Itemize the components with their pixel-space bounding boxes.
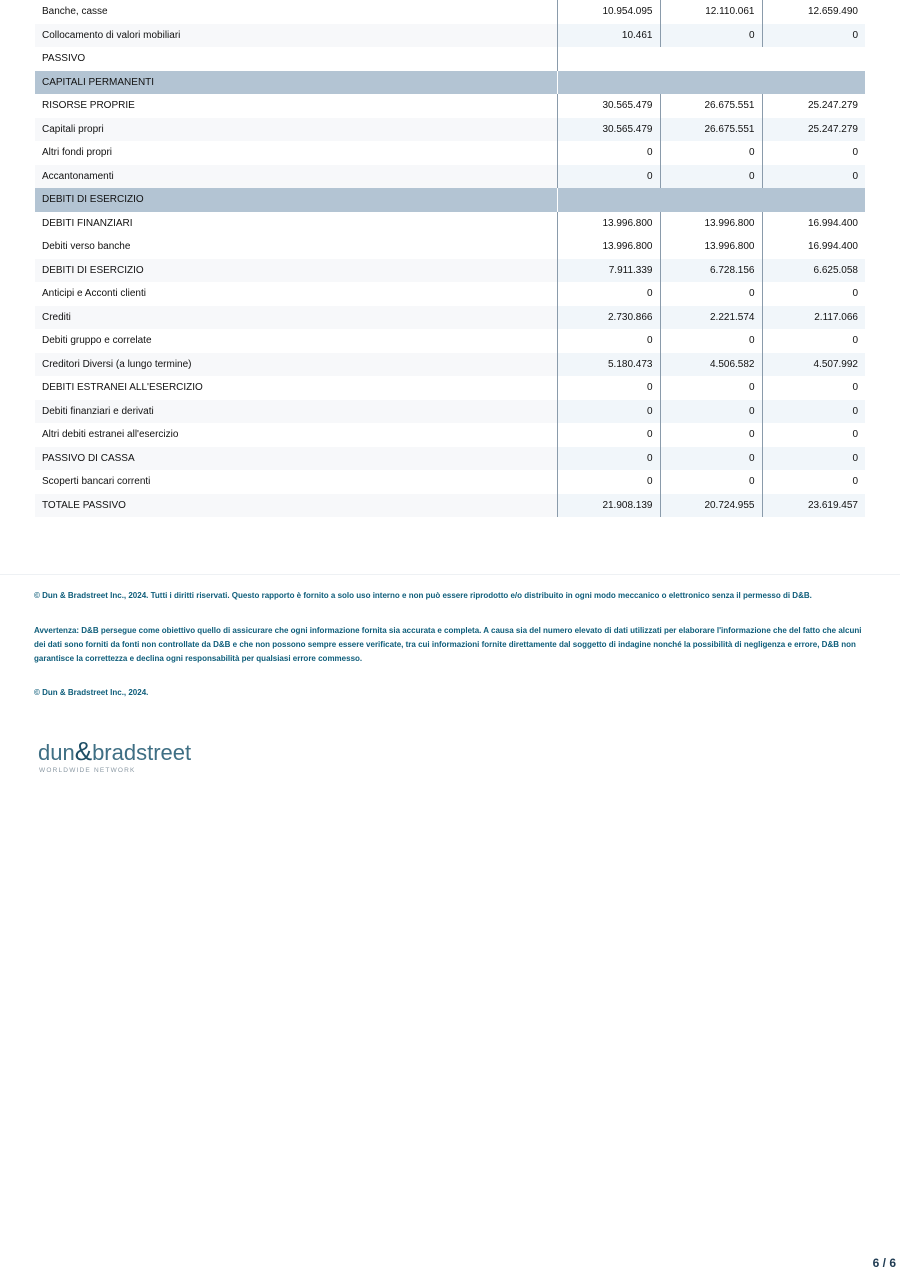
row-value-col2: 13.996.800: [660, 212, 762, 236]
row-value-col3: 12.659.490: [762, 0, 865, 24]
table-row: [35, 353, 865, 377]
table-row: [35, 447, 865, 471]
row-label: Creditori Diversi (a lungo termine): [35, 353, 557, 377]
row-value-col2: 0: [660, 447, 762, 471]
row-value-col2: 0: [660, 282, 762, 306]
row-value-col1: 0: [557, 376, 660, 400]
row-value-col3: [762, 71, 865, 95]
row-value-col1: 0: [557, 141, 660, 165]
table-row: [35, 212, 865, 236]
row-value-col3: 0: [762, 376, 865, 400]
table-row: [35, 0, 865, 24]
row-value-col1: 0: [557, 400, 660, 424]
row-label: Collocamento di valori mobiliari: [35, 24, 557, 48]
table-row: [35, 118, 865, 142]
row-value-col1: 2.730.866: [557, 306, 660, 330]
row-value-col2: 0: [660, 165, 762, 189]
row-value-col1: 21.908.139: [557, 494, 660, 518]
table-row: [35, 494, 865, 518]
row-value-col1: 0: [557, 423, 660, 447]
logo-wordmark: [38, 738, 191, 766]
logo-word-right: bradstreet: [92, 740, 192, 765]
row-value-col1: 10.954.095: [557, 0, 660, 24]
row-value-col3: 0: [762, 24, 865, 48]
row-value-col3: 4.507.992: [762, 353, 865, 377]
table-row: [35, 94, 865, 118]
row-value-col1: 7.911.339: [557, 259, 660, 283]
row-value-col2: 20.724.955: [660, 494, 762, 518]
row-value-col3: 23.619.457: [762, 494, 865, 518]
row-label: Debiti finanziari e derivati: [35, 400, 557, 424]
row-label: DEBITI DI ESERCIZIO: [35, 188, 557, 212]
table-row: [35, 141, 865, 165]
row-value-col3: 0: [762, 423, 865, 447]
table-row: [35, 235, 865, 259]
row-label: TOTALE PASSIVO: [35, 494, 557, 518]
logo-tagline: WORLDWIDE NETWORK: [39, 767, 136, 774]
financial-table: [35, 0, 865, 517]
row-value-col3: 6.625.058: [762, 259, 865, 283]
row-value-col1: 0: [557, 282, 660, 306]
row-label: Altri fondi propri: [35, 141, 557, 165]
row-value-col2: 0: [660, 141, 762, 165]
row-value-col1: 30.565.479: [557, 118, 660, 142]
table-row: [35, 282, 865, 306]
row-value-col2: 0: [660, 329, 762, 353]
row-value-col1: 13.996.800: [557, 235, 660, 259]
logo-word-left: dun: [38, 740, 75, 765]
table-row: [35, 71, 865, 95]
row-value-col2: 26.675.551: [660, 118, 762, 142]
row-value-col3: 0: [762, 447, 865, 471]
row-value-col1: 0: [557, 470, 660, 494]
row-value-col1: 0: [557, 447, 660, 471]
page-number: 6 / 6: [872, 1256, 896, 1270]
row-value-col2: 0: [660, 376, 762, 400]
row-value-col1: [557, 188, 660, 212]
row-value-col2: 12.110.061: [660, 0, 762, 24]
table-row: [35, 259, 865, 283]
row-value-col1: 0: [557, 329, 660, 353]
row-value-col2: 0: [660, 24, 762, 48]
row-label: DEBITI DI ESERCIZIO: [35, 259, 557, 283]
table-row: [35, 423, 865, 447]
logo-ampersand: &: [74, 736, 93, 766]
row-value-col2: 4.506.582: [660, 353, 762, 377]
row-value-col3: 25.247.279: [762, 94, 865, 118]
row-value-col2: 13.996.800: [660, 235, 762, 259]
row-value-col1: [557, 47, 660, 71]
row-value-col2: 2.221.574: [660, 306, 762, 330]
row-value-col2: 0: [660, 423, 762, 447]
table-row: [35, 47, 865, 71]
row-label: DEBITI FINANZIARI: [35, 212, 557, 236]
row-value-col3: 0: [762, 400, 865, 424]
row-value-col3: 16.994.400: [762, 235, 865, 259]
row-label: CAPITALI PERMANENTI: [35, 71, 557, 95]
table-row: [35, 24, 865, 48]
row-label: Capitali propri: [35, 118, 557, 142]
table-row: [35, 306, 865, 330]
row-label: Crediti: [35, 306, 557, 330]
row-label: Debiti gruppo e correlate: [35, 329, 557, 353]
row-label: DEBITI ESTRANEI ALL'ESERCIZIO: [35, 376, 557, 400]
row-label: PASSIVO: [42, 53, 86, 65]
row-value-col3: [762, 188, 865, 212]
row-label: PASSIVO DI CASSA: [35, 447, 557, 471]
row-value-col3: 2.117.066: [762, 306, 865, 330]
table-row: [35, 376, 865, 400]
table-row: [35, 400, 865, 424]
row-value-col2: 0: [660, 400, 762, 424]
row-label: Scoperti bancari correnti: [35, 470, 557, 494]
row-value-col1: 13.996.800: [557, 212, 660, 236]
row-value-col3: 0: [762, 282, 865, 306]
row-label: Accantonamenti: [35, 165, 557, 189]
footer-disclaimer: Avvertenza: D&B persegue come obiettivo quello di assicurare che ogni informazione fornita sia accurata e completa. A causa sia del numero elevato di dati utilizzati per elaborare l'informazione che del fatto che alcuni dei dati sono forniti da fonti non controllate da D&B e che non possono sempre essere verificate, tra cui informazioni fornite direttamente dal soggetto di indagine nonché la possibilità di negligenza e errore, D&B non garantisce la correttezza e declina ogni responsabilità per qualsiasi errore commesso.: [34, 626, 862, 663]
footer-copyright: © Dun & Bradstreet Inc., 2024. Tutti i diritti riservati. Questo rapporto è fornito a solo uso interno e non può essere riprodotto e/o distribuito in ogni modo meccanico o elettronico senza il permesso di D&B.: [34, 591, 812, 600]
table-row: [35, 470, 865, 494]
row-value-col2: 26.675.551: [660, 94, 762, 118]
row-value-col1: 10.461: [557, 24, 660, 48]
row-value-col1: 30.565.479: [557, 94, 660, 118]
row-value-col2: [660, 47, 762, 71]
row-value-col3: 0: [762, 141, 865, 165]
dnb-logo: [38, 738, 191, 776]
financial-table-body: [35, 0, 865, 517]
row-label: Banche, casse: [35, 0, 557, 24]
row-value-col2: [660, 71, 762, 95]
table-row: [35, 329, 865, 353]
row-value-col3: 0: [762, 165, 865, 189]
row-label: Anticipi e Acconti clienti: [35, 282, 557, 306]
table-row: [35, 165, 865, 189]
footer-divider: [0, 574, 900, 575]
row-value-col2: 6.728.156: [660, 259, 762, 283]
row-value-col2: 0: [660, 470, 762, 494]
row-label: RISORSE PROPRIE: [35, 94, 557, 118]
row-value-col1: 0: [557, 165, 660, 189]
row-label: Altri debiti estranei all'esercizio: [35, 423, 557, 447]
row-value-col3: 16.994.400: [762, 212, 865, 236]
row-value-col3: 0: [762, 470, 865, 494]
table-row: [35, 188, 865, 212]
row-value-col1: 5.180.473: [557, 353, 660, 377]
row-value-col3: 0: [762, 329, 865, 353]
row-value-col2: [660, 188, 762, 212]
row-value-col3: [762, 47, 865, 71]
row-value-col1: [557, 71, 660, 95]
row-value-col3: 25.247.279: [762, 118, 865, 142]
row-label: Debiti verso banche: [35, 235, 557, 259]
footer-copyright-short: © Dun & Bradstreet Inc., 2024.: [34, 688, 149, 697]
